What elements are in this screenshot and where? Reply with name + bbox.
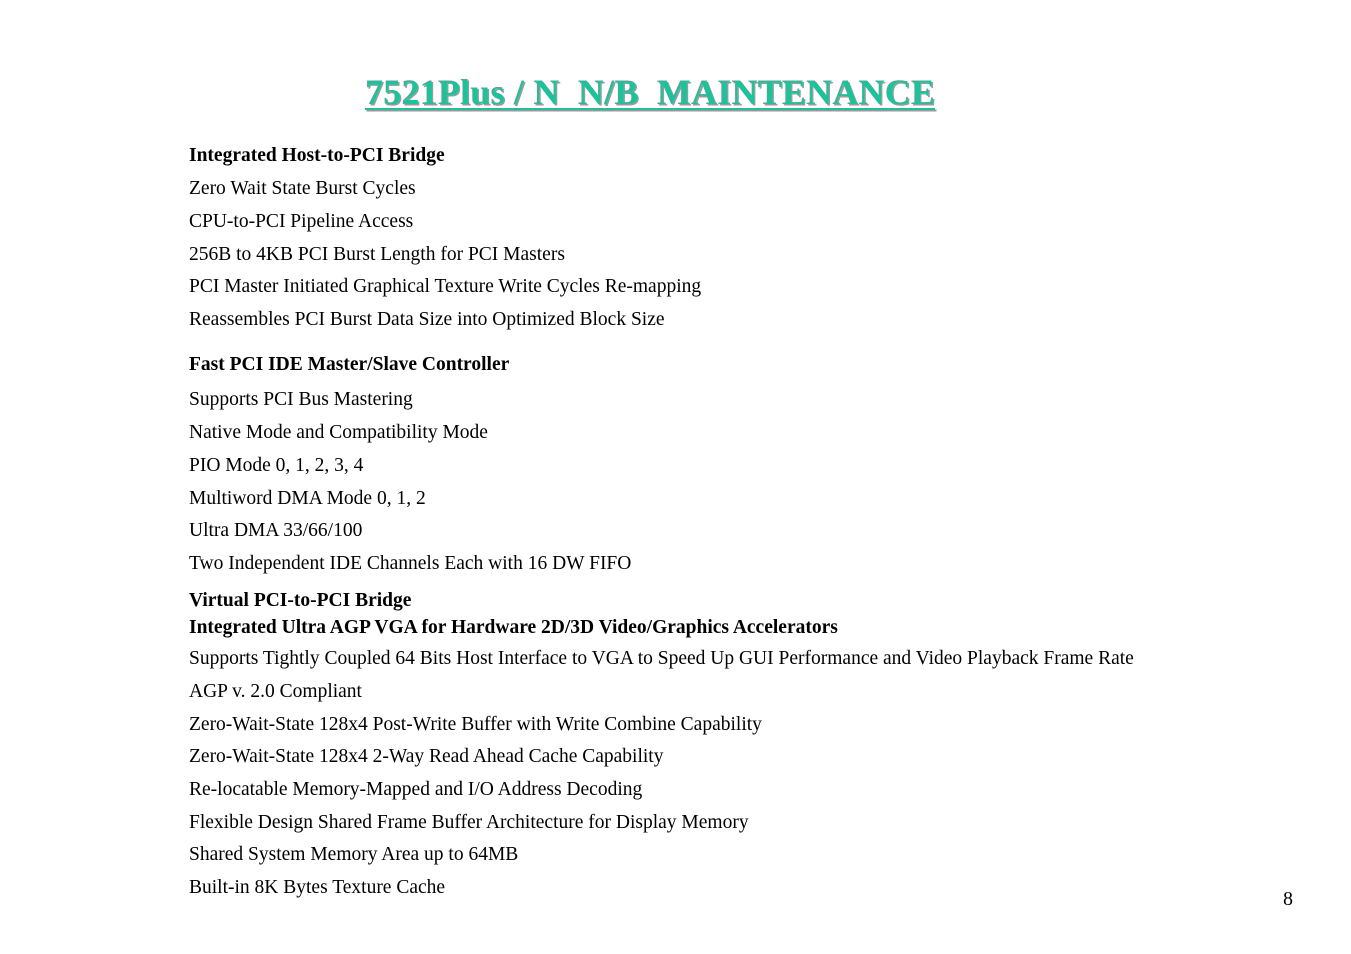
list-item: CPU-to-PCI Pipeline Access <box>189 211 414 232</box>
list-item: PCI Master Initiated Graphical Texture Write Cycles Re-mapping <box>189 276 702 297</box>
list-item: Zero-Wait-State 128x4 2-Way Read Ahead Cache Capability <box>189 746 664 767</box>
list-item: Flexible Design Shared Frame Buffer Architecture for Display Memory <box>189 812 749 833</box>
list-item: Shared System Memory Area up to 64MB <box>189 844 519 865</box>
list-item: Re-locatable Memory-Mapped and I/O Address Decoding <box>189 779 643 800</box>
list-item: Multiword DMA Mode 0, 1, 2 <box>189 488 426 509</box>
list-item: Ultra DMA 33/66/100 <box>189 520 363 541</box>
list-item: Built-in 8K Bytes Texture Cache <box>189 877 446 898</box>
page-number: 8 <box>1283 888 1293 910</box>
section-heading-ide-controller: Fast PCI IDE Master/Slave Controller <box>189 354 510 375</box>
list-item: Reassembles PCI Burst Data Size into Optimized Block Size <box>189 309 665 330</box>
section-heading-virtual-pci-bridge: Virtual PCI-to-PCI Bridge <box>189 590 412 611</box>
list-item: 256B to 4KB PCI Burst Length for PCI Masters <box>189 244 565 265</box>
list-item: Zero Wait State Burst Cycles <box>189 178 416 199</box>
list-item: Native Mode and Compatibility Mode <box>189 422 488 443</box>
section-heading-ultra-agp-vga: Integrated Ultra AGP VGA for Hardware 2D/3D Video/Graphics Accelerators <box>189 617 838 638</box>
list-item: PIO Mode 0, 1, 2, 3, 4 <box>189 455 364 476</box>
list-item: AGP v. 2.0 Compliant <box>189 681 362 702</box>
page-title: 7521Plus / N N/B MAINTENANCE <box>364 72 936 112</box>
list-item: Zero-Wait-State 128x4 Post-Write Buffer with Write Combine Capability <box>189 714 762 735</box>
list-item: Supports PCI Bus Mastering <box>189 389 413 410</box>
list-item: Two Independent IDE Channels Each with 16 DW FIFO <box>189 553 632 574</box>
list-item: Supports Tightly Coupled 64 Bits Host Interface to VGA to Speed Up GUI Performance and Video Playback Frame Rate <box>189 648 1134 669</box>
section-heading-host-pci-bridge: Integrated Host-to-PCI Bridge <box>189 145 445 166</box>
